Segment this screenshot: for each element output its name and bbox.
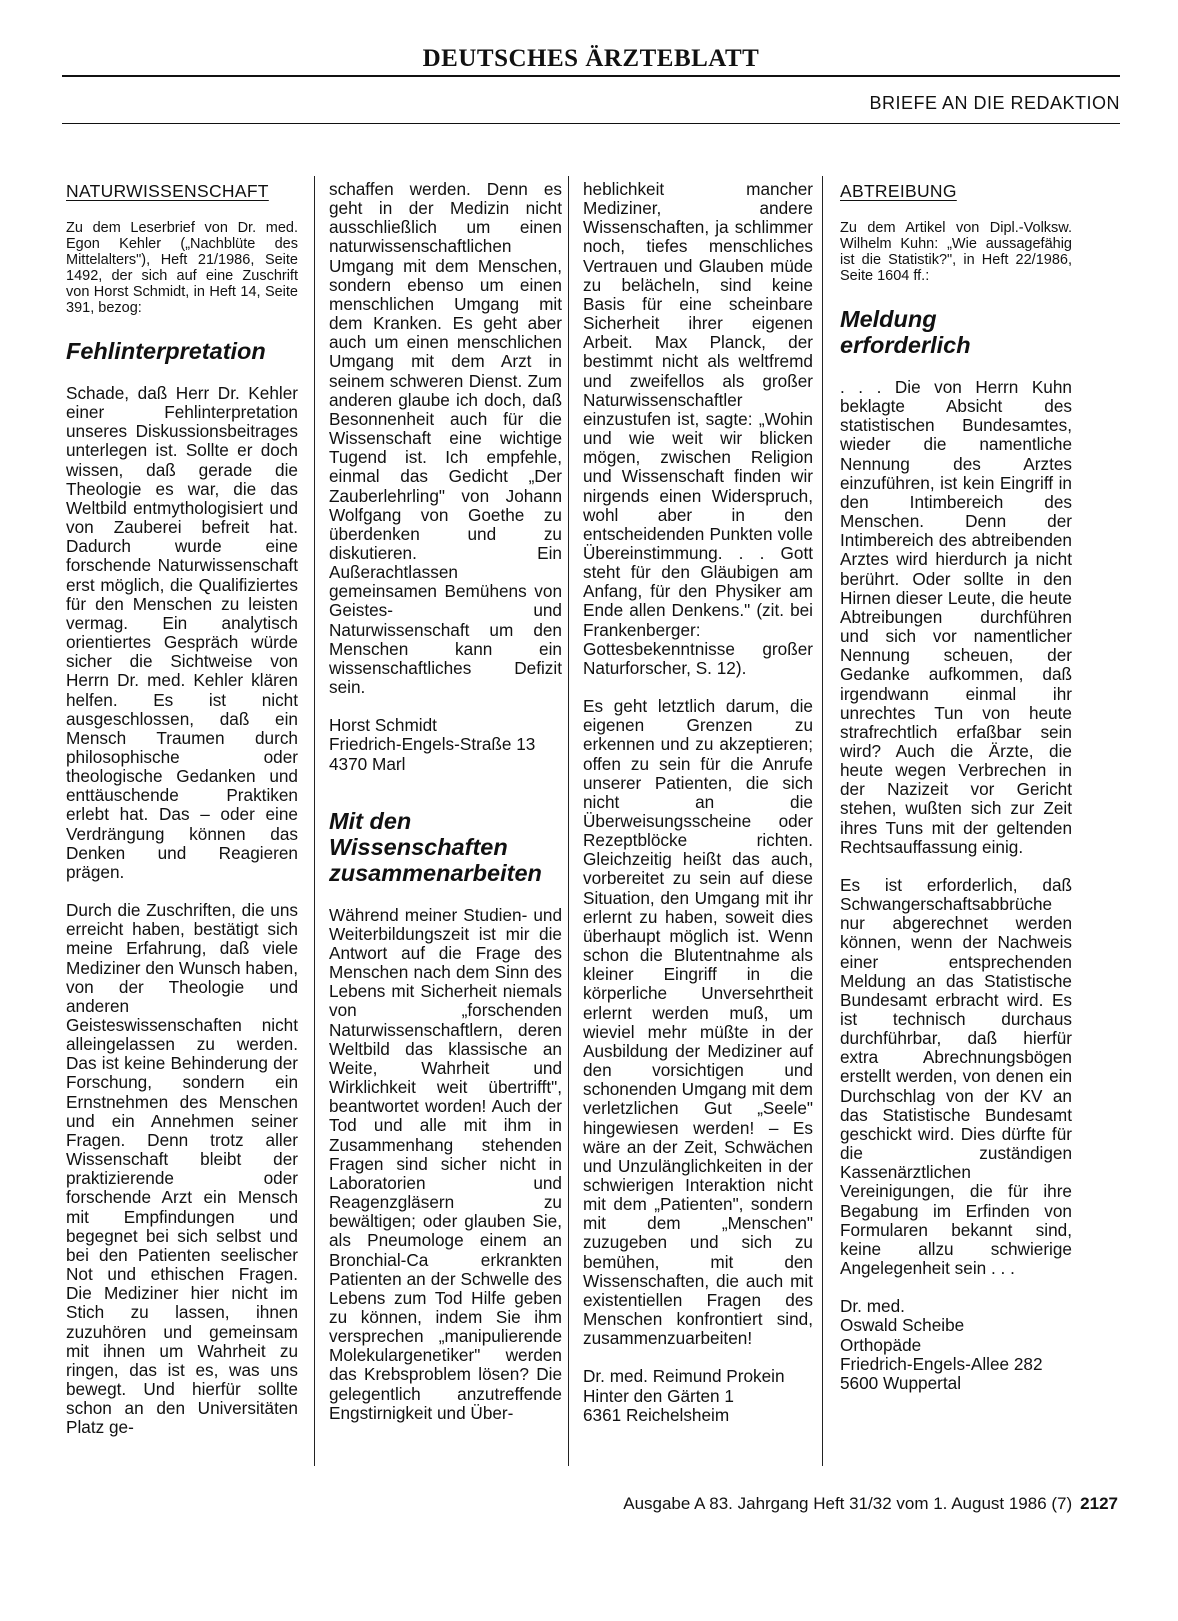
signature-name: Dr. med. Reimund Prokein	[583, 1366, 785, 1387]
signature-scheibe	[840, 1297, 1072, 1393]
letter-paragraph: . . . Die von Herrn Kuhn beklagte Absicht des statistischen Bundesamtes, wieder die namentliche Nennung des Arztes einzuführen, ist kein Eingriff in den Intimbereich des Menschen. Denn der Intimbereich des abtreibenden Arztes wird hierdurch ja nicht berührt. Oder sollte in den Hirnen dieser Leute, die heute Abtreibungen durchführen und sich vor namentlicher Nennung scheuen, der Gedanke aufkommen, daß irgendwann einmal ihr unrechtes Tun von heute strafrechtlich erfaßbar sein wird? Auch die Ärzte, die heute wegen Verbrechen in der Nazizeit vor Gericht stehen, wußten sich zur Zeit ihres Tuns mit der geltenden Rechtsauffassung einig.	[840, 377, 1072, 857]
rubric-naturwissenschaft: NATURWISSENSCHAFT	[66, 181, 269, 201]
signature-street: Friedrich-Engels-Allee 282	[840, 1353, 1043, 1374]
section-heading: BRIEFE AN DIE REDAKTION	[869, 93, 1120, 113]
headline-fehlinterpretation: Fehlinterpretation	[66, 338, 266, 364]
letter-reference: Zu dem Artikel von Dipl.-Volksw. Wilhelm Kuhn: „Wie aussagefähig ist die Statistik?", in Heft 22/1986, Seite 1604 ff.:	[840, 220, 1072, 284]
signature-title: Dr. med.	[840, 1296, 905, 1317]
signature-city: 5600 Wuppertal	[840, 1372, 962, 1393]
letter-paragraph: Schade, daß Herr Dr. Kehler einer Fehlinterpretation unseres Diskussionsbeitrages unterlegen ist. Sollte er doch wissen, daß gerade die Theologie es war, die das Weltbild entmythologisiert und von Zauberei befreit hat. Dadurch wurde eine forschende Naturwissenschaft erst möglich, die Qualifiziertes für den Menschen zu leisten vermag. Ein analytisch orientiertes Gespräch würde sicher die Sichtweise von Herrn Dr. med. Kehler klären helfen. Es ist nicht ausgeschlossen, daß ein Mensch Traumen durch philosophische oder theologische Gedanken und enttäuschende Praktiken erlebt hat. Das – oder eine Verdrängung können das Denken und Reagieren prägen.	[66, 383, 298, 882]
column-divider	[314, 176, 315, 1466]
headline-wissenschaften: Mit den Wissenschaften zusammenarbeiten	[329, 807, 542, 886]
letter-paragraph: schaffen werden. Denn es geht in der Medizin nicht ausschließlich um einen naturwissenschaftlichen Umgang mit dem Menschen, sondern ebenso um einen menschlichen Umgang mit dem Kranken. Es geht aber auch um einen menschlichen Umgang mit dem Arzt in seinem schweren Dienst. Zum anderen glaube ich doch, daß Besonnenheit auch für die Wissenschaft eine wichtige Tugend ist. Ich empfehle, einmal das Gedicht „Der Zauberlehrling" von Johann Wolfgang von Goethe zu überdenken und zu diskutieren. Ein Außerachtlassen gemeinsamen Bemühens von Geistes- und Naturwissenschaft um den Menschen kann ein wissenschaftliches Defizit sein.	[329, 179, 562, 698]
signature-name: Horst Schmidt	[329, 715, 437, 736]
signature-city: 4370 Marl	[329, 753, 406, 774]
column-4	[840, 180, 1072, 1393]
page-footer	[623, 1494, 1118, 1514]
column-divider	[822, 176, 823, 1466]
letter-paragraph: heblichkeit mancher Mediziner, andere Wissenschaften, ja schlimmer noch, tiefes menschliches Vertrauen und Glauben müde zu belächeln, sind keine Basis für eine scheinbare Sicherheit ihrer eigenen Arbeit. Max Planck, der bestimmt nicht als weltfremd und zweifellos als großer Naturwissenschaftler einzustufen ist, sagte: „Wohin und wie weit wir blicken mögen, zwischen Religion und Wissenschaft finden wir nirgends einen Widerspruch, wohl aber in den entscheidenden Punkten volle Übereinstimmung. . . Gott steht für den Gläubigen am Anfang, für den Physiker am Ende allen Denkens." (zit. bei Frankenberger: Gottesbekenntnisse großer Naturforscher, S. 12).	[583, 179, 813, 678]
letter-paragraph: Es ist erforderlich, daß Schwangerschaftsabbrüche nur abgerechnet werden können, wenn der Nachweis einer entsprechenden Meldung an das Statistische Bundesamt erbracht wird. Es ist technisch durchaus durchführbar, daß hierfür extra Abrechnungsbögen erstellt werden, von denen ein Durchschlag von der KV an das Statistische Bundesamt geschickt wird. Dies dürfte für die zuständigen Kassenärztlichen Vereinigungen, die für ihre Begabung im Erfinden von Formularen bekannt sind, keine allzu schwierige Angelegenheit sein . . .	[840, 874, 1072, 1279]
letter-reference: Zu dem Leserbrief von Dr. med. Egon Kehler („Nachblüte des Mittelalters"), Heft 21/1986, Seite 1492, der sich auf eine Zuschrift von Horst Schmidt, in Heft 14, Seite 391, bezog:	[66, 220, 298, 316]
issue-info: Ausgabe A 83. Jahrgang Heft 31/32 vom 1. August 1986 (7)	[623, 1494, 1073, 1513]
signature-role: Orthopäde	[840, 1334, 922, 1355]
signature-prokein	[583, 1367, 813, 1424]
letter-paragraph: Durch die Zuschriften, die uns erreicht haben, bestätigt sich meine Erfahrung, daß viele Mediziner den Wunsch haben, von der Theologie und anderen Geisteswissenschaften nicht alleingelassen zu werden. Das ist keine Behinderung der Forschung, sondern ein Ernstnehmen des Menschen und ein Annehmen seiner Fragen. Denn trotz aller Wissenschaft bleibt der praktizierende oder forschende Arzt ein Mensch mit Empfindungen und begegnet bei sich selbst und bei den Patienten seelischer Not und ethischen Fragen. Die Mediziner hier nicht im Stich zu lassen, ihnen zuzuhören und gemeinsam mit ihnen um Wahrheit zu ringen, das ist es, was uns bewegt. Und hierfür sollte schon an den Universitäten Platz ge-	[66, 900, 298, 1438]
section-rule	[62, 123, 1120, 124]
column-2	[329, 180, 562, 1423]
signature-city: 6361 Reichelsheim	[583, 1404, 730, 1425]
masthead: DEUTSCHES ÄRZTEBLATT	[422, 45, 760, 72]
column-3	[583, 180, 813, 1425]
page-number: 2127	[1080, 1494, 1118, 1513]
signature-street: Hinter den Gärten 1	[583, 1385, 734, 1406]
signature-schmidt	[329, 716, 562, 773]
letter-paragraph: Während meiner Studien- und Weiterbildungszeit ist mir die Antwort auf die Frage des Menschen nach dem Sinn des Lebens mit Sicherheit niemals von „forschenden Naturwissenschaftlern, deren Weltbild das klassische an Weite, Wahrheit und Wirklichkeit weit übertrifft", beantwortet worden! Auch der Tod und alle mit ihm in Zusammenhang stehenden Fragen sind sicher nicht in Laboratorien und Reagenzgläsern zu bewältigen; oder glauben Sie, als Pneumologe einem an Bronchial-Ca erkrankten Patienten an der Schwelle des Lebens zum Tod Hilfe geben zu können, indem Sie ihm versprechen „manipulierende Molekulargenetiker" werden das Krebsproblem lösen? Die gelegentlich anzutreffende Engstirnigkeit und Über-	[329, 904, 562, 1423]
letter-paragraph: Es geht letztlich darum, die eigenen Grenzen zu erkennen und zu akzeptieren; offen zu sein für die Anrufe unserer Patienten, die sich nicht an die Überweisungsscheine oder Rezeptblöcke richten. Gleichzeitig heißt das auch, vorbereitet zu sein auf diese Situation, den Umgang mit ihr erlernt zu haben, soweit dies überhaupt möglich ist. Wenn schon die Blutentnahme als kleiner Eingriff in die körperliche Unversehrtheit erlernt werden muß, um wieviel mehr müßte in der Ausbildung der Mediziner auf den vorsichtigen und schonenden Umgang mit dem verletzlichen Gut „Seele" hingewiesen werden! – Es wäre an der Zeit, Schwächen und Unzulänglichkeiten in der schwierigen Interaktion nicht mit dem „Patienten", sondern mit dem „Menschen" zuzugeben und sich zu bemühen, mit den Wissenschaften, die auch mit existentiellen Fragen des Menschen konfrontiert sind, zusammenzuarbeiten!	[583, 696, 813, 1349]
signature-name: Oswald Scheibe	[840, 1315, 965, 1336]
headline-meldung: Meldung erforderlich	[840, 306, 971, 358]
column-1	[66, 180, 298, 1437]
rubric-abtreibung: ABTREIBUNG	[840, 181, 957, 201]
signature-street: Friedrich-Engels-Straße 13	[329, 734, 536, 755]
column-divider	[568, 176, 569, 1466]
masthead-rule	[62, 75, 1120, 77]
